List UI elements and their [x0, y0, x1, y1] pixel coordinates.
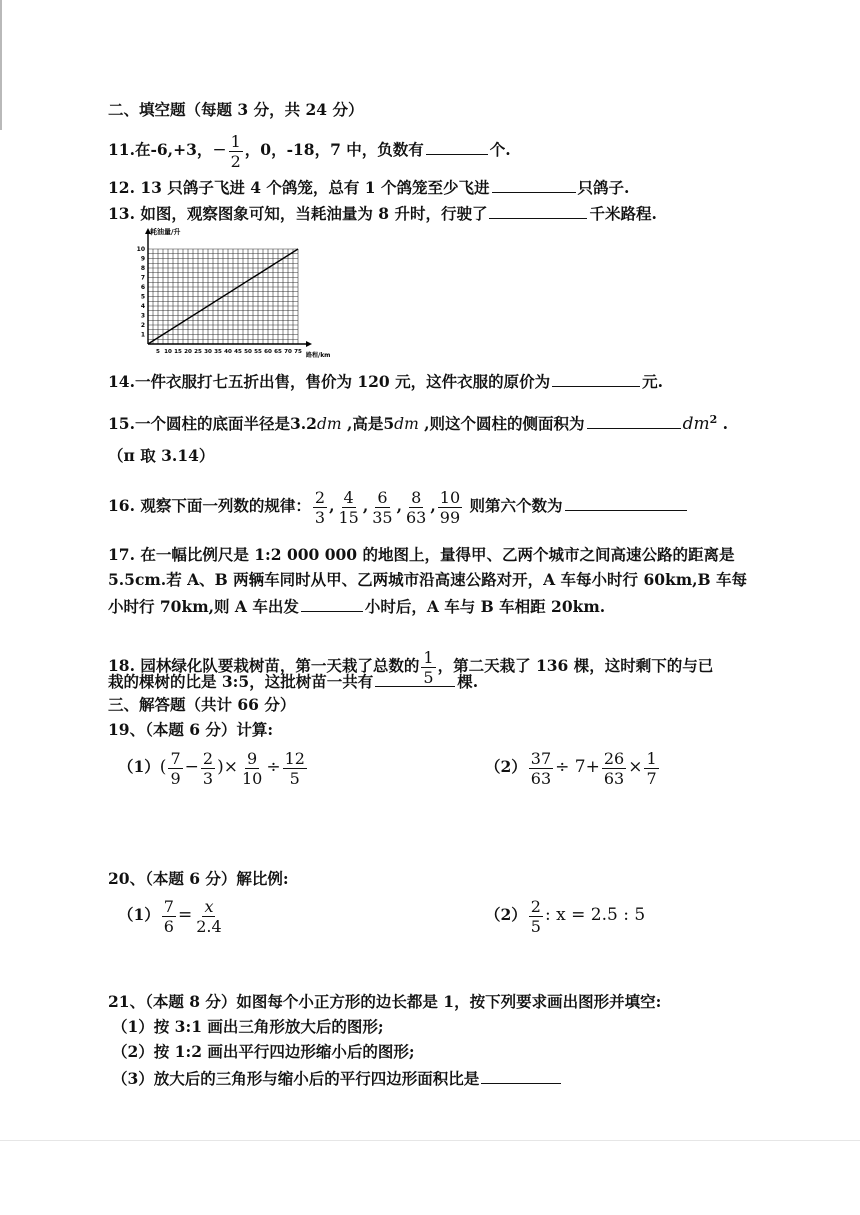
q19-p2-b-den: 63	[603, 768, 625, 788]
q19-p2-c-num: 1	[646, 748, 657, 768]
q18-line2a: 栽的棵树的比是 3:5，这批树苗一共有	[108, 672, 374, 691]
q16-f5-den: 99	[439, 507, 461, 527]
q19-part-2	[485, 744, 661, 790]
question-16: 16. 观察下面一列数的规律： $\frac{2}{3}$ , $\frac{4}{15}$ , $\frac{6}{35}$ , $\frac{8}{63}$ , $\frac{10}{99}$ 则第六个数为	[108, 484, 689, 528]
q19-p1-frac-c	[240, 749, 264, 788]
q19-p1-div: ÷	[266, 757, 281, 777]
q19-p2-frac-b	[602, 749, 626, 788]
q19-p1-d-den: 5	[289, 768, 300, 788]
q14-answer-blank	[552, 370, 640, 387]
q16-f1-num: 2	[314, 487, 326, 507]
q16-f1-den: 3	[314, 507, 326, 527]
q15-unit: dm	[316, 415, 342, 434]
q19-p2-b-num: 26	[603, 748, 625, 768]
q16-f3-den: 35	[372, 507, 393, 527]
chart-y-tick-label: 5	[140, 293, 145, 301]
q18-frac-num: 1	[423, 647, 434, 667]
chart-y-tick-label: 4	[140, 303, 145, 310]
question-15	[108, 410, 728, 434]
q19-p1-frac-b	[201, 749, 215, 788]
chart-y-axis-label: 耗油量/升	[150, 228, 181, 236]
q20-p2-a-num: 2	[530, 896, 541, 916]
q20-p2-label: （2）	[485, 905, 527, 924]
chart-y-tick-label: 1	[140, 331, 145, 339]
q20-p1-b-num: x	[204, 896, 214, 916]
q18-frac-den: 5	[423, 667, 434, 687]
q19-p1-a-den: 9	[170, 768, 181, 788]
q19-p1-d-num: 12	[284, 748, 305, 768]
q20-p2-frac-a	[529, 897, 543, 936]
page-bottom-edge	[0, 1140, 860, 1141]
q19-p2-frac-a	[529, 749, 553, 788]
q13-answer-blank	[489, 202, 587, 219]
q14-text: 14.一件衣服打七五折出售，售价为 120 元，这件衣服的原价为	[108, 372, 551, 391]
q18-line1a: 18. 园林绿化队要栽树苗，第一天栽了总数的	[108, 656, 420, 675]
q16-answer-blank	[565, 494, 687, 511]
q11-fraction	[229, 132, 243, 171]
chart-axes	[145, 228, 312, 347]
q16-end: 则第六个数为	[469, 496, 563, 515]
question-17-line-2: 5.5cm.若 A、B 两辆车同时从甲、乙两城市沿高速公路对开，A 车每小时行 60km,B 车每	[108, 570, 748, 589]
q11-end: 个.	[489, 140, 511, 159]
chart-x-tick-label: 45	[234, 349, 242, 355]
q18-line1b: ，第二天栽了 136 棵，这时剩下的与已	[437, 656, 714, 675]
q20-p1-frac-b	[194, 897, 223, 936]
q15-unit-b: dm	[394, 415, 419, 434]
q12-text: 12. 13 只鸽子飞进 4 个鸽笼，总有 1 个鸽笼至少飞进	[108, 178, 490, 197]
question-11	[108, 130, 511, 171]
chart-x-tick-label: 75	[294, 349, 302, 355]
chart-x-axis-arrow	[306, 341, 312, 347]
q20-p1-a-num: 7	[163, 896, 174, 916]
question-14	[108, 370, 663, 392]
chart-y-tick-label: 3	[140, 312, 145, 320]
question-19-title: 19、（本题 6 分）计算:	[108, 720, 274, 739]
chart-x-tick-label: 60	[264, 349, 272, 355]
q20-p1-frac-a	[162, 897, 176, 936]
q16-text: 16. 观察下面一列数的规律：	[108, 496, 311, 515]
q20-p2-rest: : x = 2.5 : 5	[544, 905, 646, 925]
question-21-title: 21、（本题 8 分）如图每个小正方形的边长都是 1，按下列要求画出图形并填空:	[108, 992, 662, 1011]
q19-p2-op1: ÷ 7+	[555, 757, 600, 777]
q19-part-1	[118, 744, 309, 790]
q16-fraction-4	[404, 488, 428, 527]
chart-x-tick-label: 30	[204, 349, 212, 355]
q17-line3a: 小时行 70km,则 A 车出发	[108, 597, 299, 616]
q19-p2-a-den: 63	[530, 768, 552, 788]
chart-y-tick-label: 8	[140, 265, 145, 272]
q18-line2b: 棵.	[457, 672, 479, 691]
q11-frac-num: 1	[230, 131, 241, 151]
q16-f4-num: 8	[411, 487, 422, 507]
q19-p1-c-num: 9	[247, 748, 258, 768]
q19-p2-a-num: 37	[530, 748, 552, 768]
q18-answer-blank	[375, 667, 455, 687]
q19-p1-label: （1）	[118, 757, 160, 776]
q16-f2-den: 15	[338, 507, 359, 527]
section-2-title: 二、填空题（每题 3 分，共 24 分）	[108, 100, 364, 119]
chart-y-tick-label: 9	[140, 255, 145, 263]
chart-x-tick-label: 35	[214, 349, 222, 355]
q20-p2-a-den: 5	[530, 916, 541, 936]
scan-edge	[0, 0, 2, 130]
chart-y-tick-label: 6	[140, 284, 145, 291]
q12-end: 只鸽子.	[577, 178, 630, 197]
q15-unit2: dm	[682, 414, 710, 435]
q15-end: .	[717, 414, 729, 434]
chart-y-tick-label: 10	[136, 246, 145, 253]
q19-p1-c-den: 10	[241, 768, 263, 788]
fuel-distance-chart	[126, 222, 346, 362]
chart-y-tick-label: 2	[140, 322, 145, 329]
q11-suffix: ，0，-18，7 中，负数有	[244, 140, 424, 159]
chart-x-tick-label: 70	[284, 349, 292, 355]
q15-sup: 2	[709, 413, 718, 426]
q16-fraction-3	[370, 488, 394, 527]
question-17-line-1: 17. 在一幅比例尺是 1:2 000 000 的地图上，量得甲、乙两个城市之间高速公路的距离是	[108, 545, 735, 564]
q20-p1-b-den: 2.4	[196, 916, 222, 936]
q20-p1-label: （1）	[118, 905, 160, 924]
q19-p1-frac-d	[283, 749, 307, 788]
q16-fraction-5	[438, 488, 462, 527]
q19-p1-b-num: 2	[202, 748, 214, 768]
q14-end: 元.	[642, 372, 664, 391]
q13-text: 13. 如图，观察图象可知，当耗油量为 8 升时，行驶了	[108, 204, 488, 223]
q19-p1-rparen: )×	[217, 757, 238, 777]
question-17-line-3	[108, 595, 605, 617]
question-12	[108, 176, 629, 198]
chart-x-axis-label: 路程/km	[306, 352, 331, 359]
q19-p2-frac-c	[644, 749, 658, 788]
chart-y-tick-label: 7	[140, 274, 145, 282]
q21-item-3-text: （3）放大后的三角形与缩小后的平行四边形面积比是	[112, 1069, 480, 1088]
chart-x-tick-label: 5	[156, 349, 160, 355]
q20-p1-eq: =	[177, 905, 193, 925]
chart-x-tick-label: 40	[224, 349, 232, 355]
q16-fraction-2	[336, 488, 360, 527]
chart-x-tick-label: 10	[164, 349, 172, 355]
q19-p2-c-den: 7	[646, 768, 657, 788]
chart-x-tick-label: 20	[184, 349, 192, 355]
q16-f2-num: 4	[343, 487, 354, 507]
chart-x-tick-label: 55	[254, 349, 262, 355]
q15-answer-blank	[587, 412, 681, 429]
chart-x-tick-label: 50	[244, 349, 252, 355]
q11-prefix: 11.在-6,+3，	[108, 140, 213, 159]
question-13	[108, 202, 657, 224]
q12-answer-blank	[492, 176, 576, 193]
q16-f5-num: 10	[439, 487, 461, 507]
q11-minus: −	[212, 140, 227, 160]
q11-frac-den: 2	[230, 151, 241, 171]
q19-p1-minus: −	[184, 757, 199, 777]
q17-answer-blank	[301, 595, 363, 612]
q13-end: 千米路程.	[589, 204, 657, 223]
q16-fraction-1	[313, 488, 327, 527]
q19-p2-op2: ×	[628, 757, 643, 777]
chart-x-tick-label: 25	[194, 349, 202, 355]
q15-note: （π 取 3.14）	[108, 446, 215, 465]
q21-answer-blank	[481, 1067, 561, 1084]
q16-f4-den: 63	[406, 507, 427, 527]
q15-mid: ,高是5	[341, 414, 395, 434]
q21-item-3	[112, 1067, 563, 1089]
q21-item-2: （2）按 1:2 画出平行四边形缩小后的图形;	[112, 1042, 415, 1061]
chart-x-tick-label: 65	[274, 349, 282, 355]
q19-p1-lparen: (	[159, 757, 167, 777]
question-18-line-2	[108, 667, 479, 692]
q20-part-1	[118, 892, 226, 938]
q21-item-1: （1）按 3:1 画出三角形放大后的图形;	[112, 1017, 384, 1036]
q11-answer-blank	[426, 138, 488, 155]
q15-mid2: ,则这个圆柱的侧面积为	[418, 414, 585, 434]
q15-text: 15.一个圆柱的底面半径是3.2	[108, 414, 317, 434]
q16-f3-num: 6	[377, 487, 388, 507]
q17-line3b: 小时后，A 车与 B 车相距 20km.	[364, 597, 606, 616]
question-20-title: 20、（本题 6 分）解比例:	[108, 869, 289, 888]
q20-p1-a-den: 6	[163, 916, 174, 936]
chart-x-tick-label: 15	[174, 349, 182, 355]
q19-p1-frac-a	[168, 749, 182, 788]
q20-part-2	[485, 892, 645, 938]
q19-p1-b-den: 3	[202, 768, 214, 788]
q19-p2-label: （2）	[485, 757, 527, 776]
section-3-title: 三、解答题（共计 66 分）	[108, 695, 296, 714]
q19-p1-a-num: 7	[170, 748, 181, 768]
